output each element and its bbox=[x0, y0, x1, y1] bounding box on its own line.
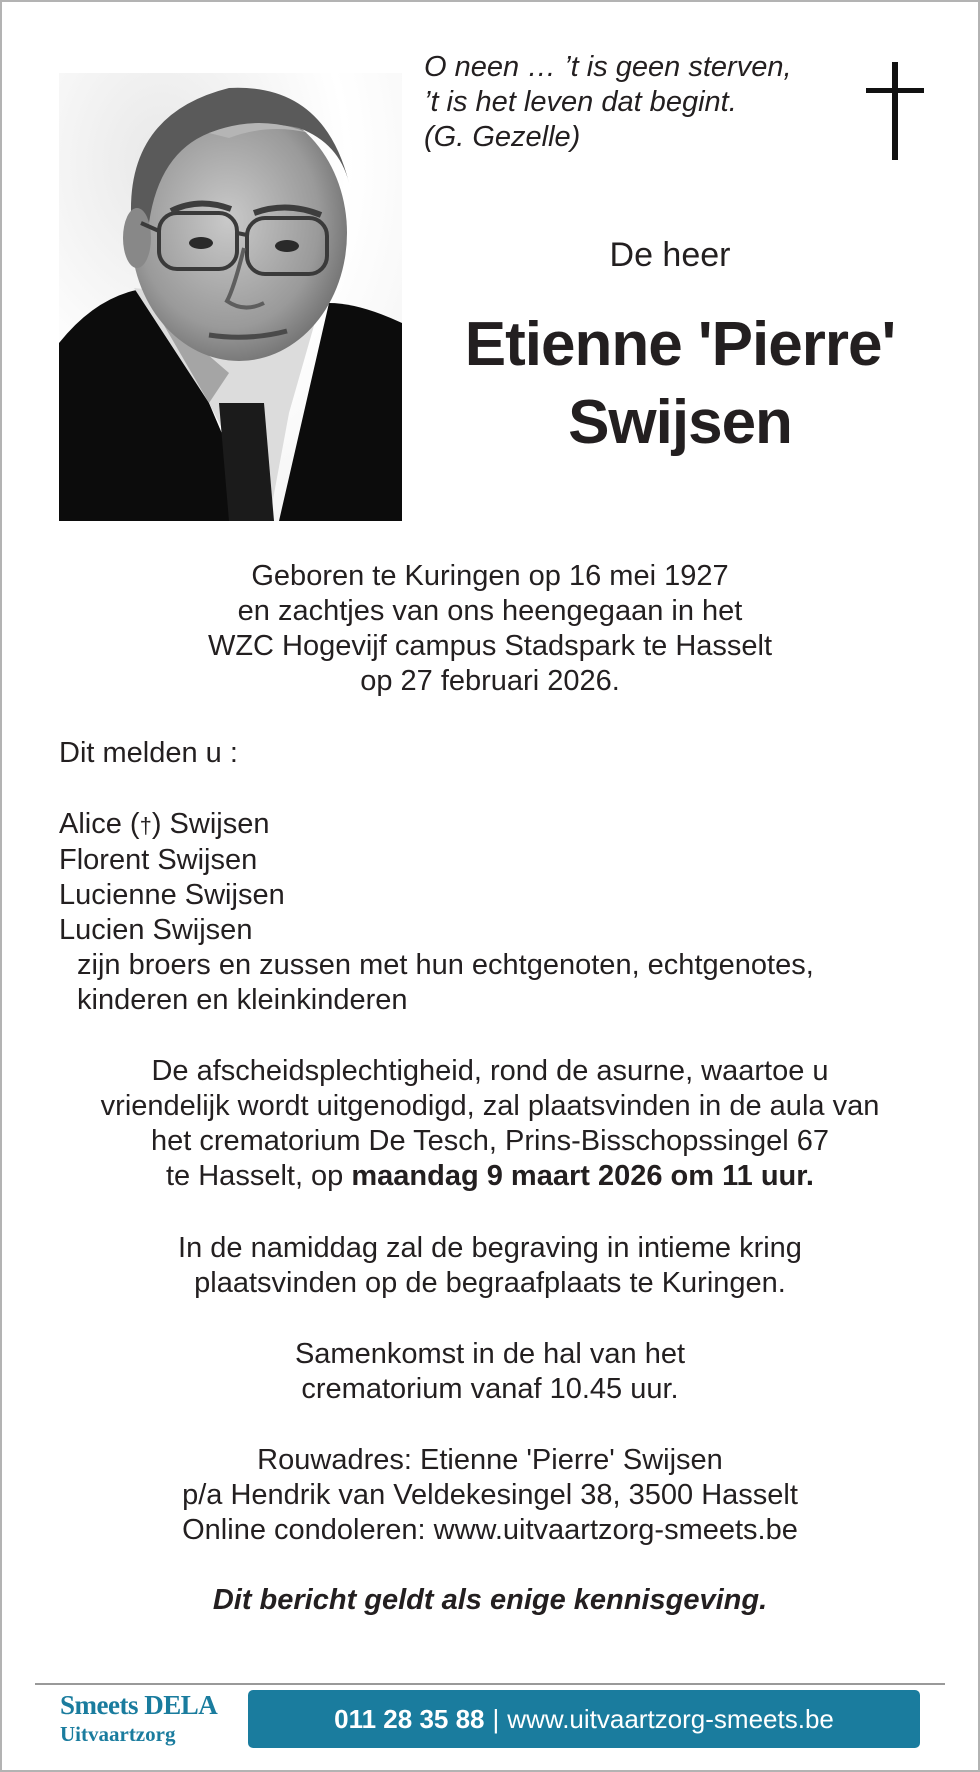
portrait-photo bbox=[59, 73, 402, 521]
announce-label: Dit melden u : bbox=[59, 737, 238, 769]
family-member bbox=[59, 807, 285, 843]
funeral-home-logo bbox=[60, 1690, 245, 1752]
text-line: vriendelijk wordt uitgenodigd, zal plaatsvinden in de aula van bbox=[100, 1090, 880, 1122]
family-list bbox=[59, 807, 285, 948]
text-line: crematorium vanaf 10.45 uur. bbox=[301, 1373, 679, 1405]
quote-author: (G. Gezelle) bbox=[424, 121, 581, 153]
family-relation bbox=[77, 948, 814, 1018]
phone-number[interactable]: 011 28 35 88 bbox=[334, 1703, 485, 1734]
text-line: op 27 februari 2026. bbox=[360, 665, 620, 697]
ceremony-block bbox=[0, 1054, 980, 1194]
text-line: zijn broers en zussen met hun echtgenoten, echtgenotes, bbox=[77, 949, 814, 981]
text-line: Samenkomst in de hal van het bbox=[294, 1338, 686, 1370]
gathering-block bbox=[0, 1337, 980, 1407]
deceased-mark-icon: † bbox=[139, 813, 152, 838]
deceased-name bbox=[440, 306, 920, 462]
text-line bbox=[0, 1159, 980, 1194]
birth-death-block bbox=[0, 559, 980, 699]
quote-line: ’t is het leven dat begint. bbox=[424, 86, 737, 118]
address-block bbox=[0, 1443, 980, 1548]
text-line: WZC Hogevijf campus Stadspark te Hasselt bbox=[207, 630, 773, 662]
family-member: Lucien Swijsen bbox=[59, 914, 253, 946]
text-line: In de namiddag zal de begraving in intieme kring bbox=[178, 1232, 802, 1264]
banner-separator: | bbox=[492, 1703, 500, 1734]
ceremony-place: te Hasselt, op bbox=[166, 1160, 352, 1192]
text-line: p/a Hendrik van Veldekesingel 38, 3500 Hasselt bbox=[182, 1479, 798, 1511]
quote bbox=[424, 50, 824, 155]
closing-notice: Dit bericht geldt als enige kennisgeving. bbox=[212, 1584, 768, 1616]
logo-subtitle: Uitvaartzorg bbox=[60, 1722, 176, 1746]
member-name-part: ) Swijsen bbox=[151, 808, 270, 840]
text-line: plaatsvinden op de begraafplaats te Kuringen. bbox=[194, 1267, 786, 1299]
condolence-link[interactable]: Online condoleren: www.uitvaartzorg-smeets.be bbox=[182, 1514, 798, 1546]
name-line: Swijsen bbox=[568, 388, 792, 457]
family-member: Lucienne Swijsen bbox=[59, 879, 285, 911]
ceremony-datetime: maandag 9 maart 2026 om 11 uur. bbox=[351, 1160, 814, 1192]
salutation: De heer bbox=[609, 236, 731, 274]
text-line: en zachtjes van ons heengegaan in het bbox=[237, 595, 743, 627]
member-name-part: Alice ( bbox=[59, 808, 140, 840]
footer-divider bbox=[35, 1683, 945, 1685]
text-line: Geboren te Kuringen op 16 mei 1927 bbox=[251, 560, 729, 592]
text-line: het crematorium De Tesch, Prins-Bisschopssingel 67 bbox=[150, 1125, 830, 1157]
text-line: kinderen en kleinkinderen bbox=[77, 984, 408, 1016]
text-line: De afscheidsplechtigheid, rond de asurne, waartoe u bbox=[151, 1055, 829, 1087]
family-member: Florent Swijsen bbox=[59, 844, 258, 876]
text-line: Rouwadres: Etienne 'Pierre' Swijsen bbox=[257, 1444, 723, 1476]
contact-banner bbox=[248, 1690, 920, 1748]
latin-cross-icon bbox=[866, 62, 924, 160]
website-link[interactable]: www.uitvaartzorg-smeets.be bbox=[507, 1703, 834, 1734]
name-line: Etienne 'Pierre' bbox=[464, 310, 896, 379]
logo-name: Smeets DELA bbox=[60, 1690, 218, 1720]
quote-line: O neen … ’t is geen sterven, bbox=[424, 51, 792, 83]
burial-block bbox=[0, 1231, 980, 1301]
